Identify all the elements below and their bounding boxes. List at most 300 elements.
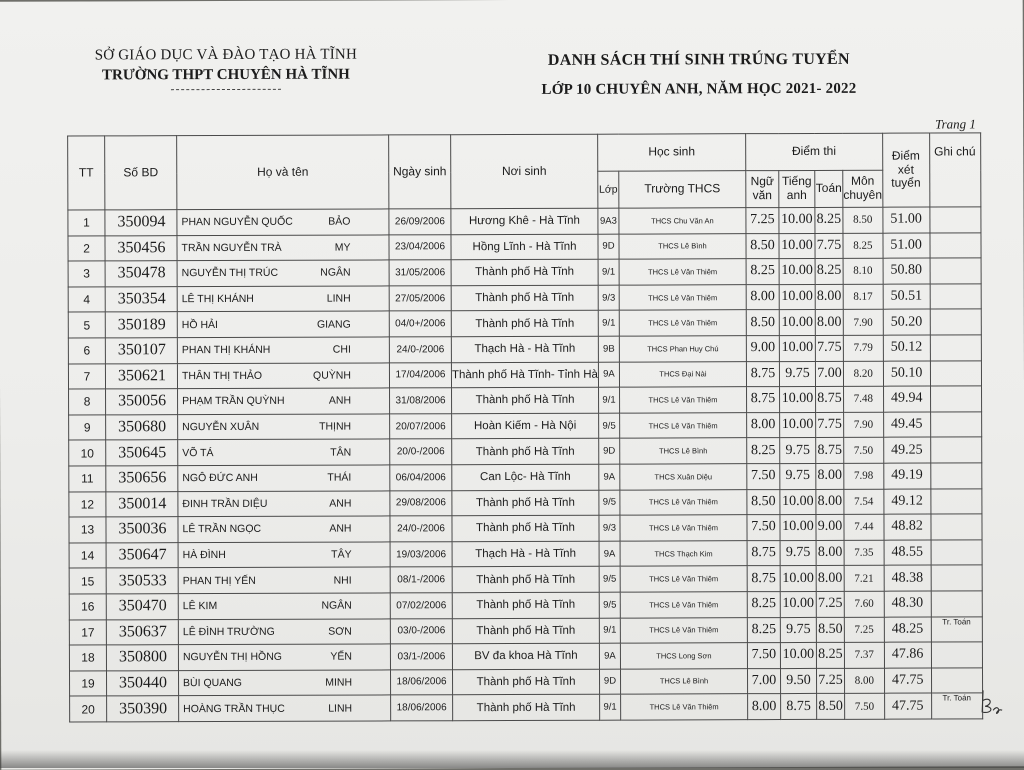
row-ngu-van: 8.75 bbox=[747, 540, 780, 566]
table-row bbox=[69, 591, 982, 620]
row-sbd: 350680 bbox=[106, 414, 178, 440]
row-tt: 11 bbox=[69, 466, 106, 492]
given-name: LINH bbox=[327, 293, 351, 305]
page-number: Trang 1 bbox=[935, 116, 976, 132]
row-tieng-anh: 10.00 bbox=[780, 566, 816, 592]
row-birthplace: Can Lộc- Hà Tĩnh bbox=[452, 464, 599, 490]
row-tt: 9 bbox=[69, 415, 106, 441]
surname-middle: BÙI QUANG bbox=[183, 677, 242, 689]
row-dob: 20/0-/2006 bbox=[390, 439, 452, 465]
row-ngu-van: 9.00 bbox=[746, 336, 779, 362]
row-mon-chuyen: 7.50 bbox=[844, 438, 884, 464]
given-name: MINH bbox=[325, 677, 352, 689]
row-diem-xet: 50.12 bbox=[883, 335, 930, 361]
row-ghi-chu bbox=[930, 309, 981, 335]
row-toan: 8.25 bbox=[815, 207, 843, 233]
row-sbd: 350354 bbox=[105, 286, 177, 312]
row-diem-xet: 50.10 bbox=[883, 361, 930, 387]
row-dob: 20/07/2006 bbox=[390, 413, 452, 439]
row-dob: 04/0+/2006 bbox=[389, 311, 451, 337]
row-school: THCS Lê Bình bbox=[620, 668, 747, 694]
surname-middle: PHAN NGUYỄN QUỐC bbox=[181, 216, 292, 228]
row-sbd: 350456 bbox=[105, 235, 177, 261]
row-birthplace: Hương Khê - Hà Tĩnh bbox=[451, 208, 598, 234]
row-dob: 23/04/2006 bbox=[389, 234, 451, 260]
row-diem-xet: 48.38 bbox=[884, 565, 931, 591]
row-birthplace: BV đa khoa Hà Tĩnh bbox=[452, 643, 599, 669]
row-tieng-anh: 10.00 bbox=[780, 643, 816, 669]
row-diem-xet: 47.75 bbox=[884, 693, 931, 719]
given-name: NGÂN bbox=[320, 267, 350, 279]
row-birthplace: Thạch Hà - Hà Tĩnh bbox=[451, 336, 598, 362]
row-tieng-anh: 9.75 bbox=[780, 540, 816, 566]
table-row bbox=[69, 616, 982, 645]
given-name: ANH bbox=[329, 523, 351, 535]
row-sbd: 350094 bbox=[105, 210, 177, 236]
admission-table bbox=[67, 132, 983, 722]
row-name bbox=[178, 618, 390, 644]
surname-middle: VÕ TÁ bbox=[182, 447, 213, 459]
row-name bbox=[178, 670, 390, 696]
col-name: Họ và tên bbox=[177, 135, 389, 210]
row-diem-xet: 47.75 bbox=[884, 668, 931, 694]
row-class: 9A bbox=[598, 362, 619, 388]
row-toan: 8.25 bbox=[815, 259, 843, 285]
row-tieng-anh: 9.75 bbox=[780, 617, 816, 643]
row-birthplace: Thành phố Hà Tĩnh bbox=[452, 515, 599, 541]
row-mon-chuyen: 7.48 bbox=[843, 386, 883, 412]
row-sbd: 350800 bbox=[106, 645, 178, 671]
given-name: TÂY bbox=[331, 549, 351, 561]
row-ghi-chu bbox=[930, 360, 981, 386]
row-school: THCS Lê Văn Thiêm bbox=[621, 694, 748, 720]
row-toan: 8.50 bbox=[816, 617, 844, 643]
given-name: BẢO bbox=[328, 216, 350, 228]
row-tieng-anh: 9.75 bbox=[779, 361, 815, 387]
row-mon-chuyen: 7.25 bbox=[844, 617, 884, 643]
issuer-block bbox=[61, 46, 391, 90]
row-ghi-chu bbox=[930, 386, 981, 412]
row-dob: 06/04/2006 bbox=[390, 465, 452, 491]
row-birthplace: Thành phố Hà Tĩnh bbox=[452, 490, 599, 516]
row-ngu-van: 8.75 bbox=[746, 387, 779, 413]
school-name: TRƯỜNG THPT CHUYÊN HÀ TĨNH bbox=[61, 66, 391, 84]
row-ngu-van: 8.25 bbox=[746, 259, 779, 285]
row-toan: 7.75 bbox=[815, 233, 843, 259]
row-tieng-anh: 9.75 bbox=[780, 438, 816, 464]
surname-middle: ĐINH TRẦN DIỆU bbox=[182, 498, 267, 510]
row-tt: 5 bbox=[68, 312, 105, 338]
table-row bbox=[69, 668, 982, 697]
surname-middle: THÂN THỊ THẢO bbox=[182, 370, 262, 382]
row-birthplace: Thành phố Hà Tĩnh bbox=[452, 567, 599, 593]
row-name bbox=[178, 439, 390, 465]
row-sbd: 350647 bbox=[106, 542, 178, 568]
row-class: 9/5 bbox=[599, 592, 620, 618]
given-name: CHI bbox=[333, 344, 351, 356]
table-row bbox=[68, 207, 981, 236]
col-mon-chuyen: Môn chuyên bbox=[843, 170, 883, 207]
row-ngu-van: 8.25 bbox=[747, 617, 780, 643]
row-mon-chuyen: 7.90 bbox=[844, 412, 884, 438]
row-class: 9A bbox=[599, 464, 620, 490]
row-tieng-anh: 10.00 bbox=[779, 233, 815, 259]
row-ngu-van: 7.50 bbox=[747, 643, 780, 669]
row-school: THCS Lê Văn Thiêm bbox=[620, 515, 747, 541]
table-row bbox=[69, 565, 982, 594]
row-tieng-anh: 9.75 bbox=[780, 463, 816, 489]
row-name bbox=[177, 311, 389, 337]
row-name bbox=[178, 465, 390, 491]
row-ngu-van: 7.50 bbox=[747, 515, 780, 541]
row-sbd: 350645 bbox=[106, 440, 178, 466]
row-mon-chuyen: 8.50 bbox=[843, 207, 883, 233]
col-tt: TT bbox=[68, 136, 105, 210]
row-ghi-chu bbox=[931, 565, 982, 591]
row-dob: 19/03/2006 bbox=[390, 541, 452, 567]
table-row bbox=[70, 693, 983, 722]
row-school: THCS Lê Văn Thiêm bbox=[620, 617, 747, 643]
row-ghi-chu bbox=[931, 668, 982, 694]
title-block bbox=[469, 51, 929, 100]
row-ngu-van: 7.25 bbox=[746, 208, 779, 234]
row-tt: 18 bbox=[69, 645, 106, 671]
row-tieng-anh: 10.00 bbox=[780, 412, 816, 438]
row-diem-xet: 48.55 bbox=[884, 540, 931, 566]
row-school: THCS Lê Văn Thiêm bbox=[619, 284, 746, 310]
row-sbd: 350189 bbox=[105, 312, 177, 338]
row-class: 9A3 bbox=[598, 208, 619, 234]
row-ghi-chu bbox=[931, 591, 982, 617]
row-birthplace: Thành phố Hà Tĩnh bbox=[452, 669, 599, 695]
table-row bbox=[68, 309, 981, 338]
row-mon-chuyen: 8.00 bbox=[844, 668, 884, 694]
row-mon-chuyen: 8.25 bbox=[843, 233, 883, 259]
row-name bbox=[178, 542, 390, 568]
row-name bbox=[177, 260, 389, 286]
row-tieng-anh: 10.00 bbox=[780, 515, 816, 541]
row-name bbox=[177, 235, 389, 261]
row-tt: 20 bbox=[70, 696, 107, 722]
document-subtitle: LỚP 10 CHUYÊN ANH, NĂM HỌC 2021- 2022 bbox=[469, 81, 929, 100]
row-sbd: 350440 bbox=[106, 670, 178, 696]
surname-middle: LÊ KIM bbox=[183, 600, 217, 612]
given-name: LINH bbox=[328, 702, 352, 714]
row-tt: 3 bbox=[68, 261, 105, 287]
row-class: 9/5 bbox=[599, 490, 620, 516]
row-toan: 8.00 bbox=[816, 463, 844, 489]
given-name: QUỲNH bbox=[313, 369, 351, 381]
row-ghi-chu: Tr. Toán bbox=[931, 616, 982, 642]
table-row bbox=[68, 360, 981, 389]
row-dob: 18/06/2006 bbox=[390, 669, 452, 695]
row-tieng-anh: 8.75 bbox=[781, 694, 817, 720]
row-ngu-van: 8.00 bbox=[747, 412, 780, 438]
row-name bbox=[178, 490, 390, 516]
row-sbd: 350656 bbox=[106, 466, 178, 492]
row-tt: 19 bbox=[69, 671, 106, 697]
row-toan: 8.00 bbox=[816, 489, 844, 515]
row-ghi-chu bbox=[930, 207, 981, 233]
table-row bbox=[69, 463, 982, 492]
row-birthplace: Hoàn Kiếm - Hà Nội bbox=[452, 413, 599, 439]
row-ngu-van: 7.50 bbox=[747, 464, 780, 490]
row-diem-xet: 49.45 bbox=[883, 412, 930, 438]
given-name: ANH bbox=[329, 497, 351, 509]
row-toan: 8.00 bbox=[816, 566, 844, 592]
row-dob: 08/1-/2006 bbox=[390, 567, 452, 593]
row-class: 9/3 bbox=[598, 285, 619, 311]
row-dob: 07/02/2006 bbox=[390, 593, 452, 619]
row-ghi-chu: Tr. Toán bbox=[931, 693, 982, 719]
row-dob: 27/05/2006 bbox=[389, 285, 451, 311]
given-name: SƠN bbox=[328, 625, 352, 637]
row-tt: 10 bbox=[69, 440, 106, 466]
row-toan: 7.75 bbox=[815, 335, 843, 361]
row-name bbox=[179, 695, 391, 721]
row-diem-xet: 49.19 bbox=[883, 463, 930, 489]
row-sbd: 350036 bbox=[106, 517, 178, 543]
row-diem-xet: 50.51 bbox=[883, 284, 930, 310]
table-row bbox=[69, 642, 982, 671]
row-school: THCS Đại Nài bbox=[619, 361, 746, 387]
surname-middle: HỒ HẢI bbox=[182, 319, 218, 331]
row-class: 9D bbox=[599, 669, 620, 695]
row-ghi-chu bbox=[930, 412, 981, 438]
row-sbd: 350107 bbox=[105, 338, 177, 364]
row-school: THCS Lê Văn Thiêm bbox=[619, 259, 746, 285]
given-name: ANH bbox=[329, 395, 351, 407]
row-name bbox=[178, 414, 390, 440]
row-birthplace: Thành phố Hà Tĩnh bbox=[452, 439, 599, 465]
row-name bbox=[178, 644, 390, 670]
row-toan: 7.25 bbox=[816, 591, 844, 617]
row-school: THCS Long Sơn bbox=[620, 643, 747, 669]
row-ghi-chu bbox=[930, 258, 981, 284]
row-tt: 6 bbox=[68, 338, 105, 364]
given-name: NGÂN bbox=[321, 600, 351, 612]
row-diem-xet: 49.25 bbox=[883, 437, 930, 463]
given-name: THỊNH bbox=[319, 421, 351, 433]
row-birthplace: Thành phố Hà Tĩnh bbox=[451, 285, 598, 311]
handwritten-initials bbox=[977, 686, 1003, 716]
row-toan: 8.75 bbox=[816, 438, 844, 464]
col-ghi-chu: Ghi chú bbox=[929, 133, 980, 207]
row-mon-chuyen: 7.35 bbox=[844, 540, 884, 566]
row-ngu-van: 8.00 bbox=[746, 284, 779, 310]
row-tieng-anh: 10.00 bbox=[779, 335, 815, 361]
row-birthplace: Thành phố Hà Tĩnh- Tỉnh Hà bbox=[451, 362, 598, 388]
table-row bbox=[68, 284, 981, 313]
table-edge-shadow bbox=[0, 750, 1024, 768]
row-class: 9/1 bbox=[598, 259, 619, 285]
row-dob: 24/0-/2006 bbox=[389, 337, 451, 363]
row-tt: 15 bbox=[69, 568, 106, 594]
row-sbd: 350470 bbox=[106, 594, 178, 620]
row-mon-chuyen: 7.90 bbox=[843, 310, 883, 336]
row-birthplace: Thành phố Hà Tĩnh bbox=[453, 694, 600, 720]
row-ghi-chu bbox=[931, 540, 982, 566]
row-dob: 03/1-/2006 bbox=[390, 644, 452, 670]
row-diem-xet: 50.20 bbox=[883, 309, 930, 335]
row-ghi-chu bbox=[930, 463, 981, 489]
row-diem-xet: 48.30 bbox=[884, 591, 931, 617]
row-school: THCS Lê Bình bbox=[619, 233, 746, 259]
row-ngu-van: 8.75 bbox=[746, 361, 779, 387]
table-row bbox=[68, 232, 981, 261]
table-row bbox=[69, 412, 982, 441]
row-ghi-chu bbox=[931, 642, 982, 668]
row-mon-chuyen: 7.98 bbox=[844, 463, 884, 489]
table-row bbox=[68, 258, 981, 287]
row-ngu-van: 8.75 bbox=[747, 566, 780, 592]
row-ngu-van: 8.50 bbox=[747, 489, 780, 515]
row-school: THCS Phan Huy Chú bbox=[619, 336, 746, 362]
row-toan: 8.25 bbox=[816, 642, 844, 668]
col-class: Lớp bbox=[598, 171, 619, 208]
surname-middle: NGUYỄN THỊ HỒNG bbox=[183, 651, 282, 663]
row-diem-xet: 48.82 bbox=[884, 514, 931, 540]
col-birthplace: Nơi sinh bbox=[451, 134, 598, 209]
row-ghi-chu bbox=[930, 232, 981, 258]
row-tieng-anh: 10.00 bbox=[779, 207, 815, 233]
row-sbd: 350014 bbox=[106, 491, 178, 517]
row-diem-xet: 48.25 bbox=[884, 617, 931, 643]
row-dob: 18/06/2006 bbox=[391, 695, 453, 721]
row-ghi-chu bbox=[931, 488, 982, 514]
row-school: THCS Lê Văn Thiêm bbox=[620, 592, 747, 618]
col-sbd: Số BD bbox=[105, 136, 177, 210]
row-mon-chuyen: 7.50 bbox=[845, 693, 885, 719]
row-name bbox=[178, 567, 390, 593]
row-name bbox=[178, 593, 390, 619]
row-mon-chuyen: 7.60 bbox=[844, 591, 884, 617]
col-group-scores: Điểm thi bbox=[746, 133, 883, 170]
row-sbd: 350533 bbox=[106, 568, 178, 594]
row-name bbox=[177, 209, 389, 235]
surname-middle: NGUYỄN XUÂN bbox=[182, 421, 259, 433]
row-toan: 8.00 bbox=[815, 310, 843, 336]
given-name: THÁI bbox=[327, 472, 351, 484]
row-sbd: 350478 bbox=[105, 261, 177, 287]
row-birthplace: Thành phố Hà Tĩnh bbox=[451, 311, 598, 337]
col-tieng-anh: Tiếng anh bbox=[779, 170, 815, 207]
surname-middle: TRẦN NGUYỄN TRÀ bbox=[182, 242, 282, 254]
row-school: THCS Lê Văn Thiêm bbox=[620, 489, 747, 515]
row-diem-xet: 51.00 bbox=[883, 233, 930, 259]
row-mon-chuyen: 7.21 bbox=[844, 566, 884, 592]
row-birthplace: Thành phố Hà Tĩnh bbox=[452, 618, 599, 644]
row-class: 9A bbox=[599, 643, 620, 669]
department-name: SỞ GIÁO DỤC VÀ ĐÀO TẠO HÀ TĨNH bbox=[61, 46, 391, 64]
row-dob: 29/08/2006 bbox=[390, 490, 452, 516]
row-mon-chuyen: 7.37 bbox=[844, 642, 884, 668]
row-toan: 8.75 bbox=[815, 386, 843, 412]
row-dob: 26/09/2006 bbox=[389, 209, 451, 235]
row-name bbox=[177, 337, 389, 363]
row-tt: 14 bbox=[69, 543, 106, 569]
row-toan: 8.00 bbox=[815, 284, 843, 310]
row-class: 9B bbox=[598, 336, 619, 362]
row-name bbox=[177, 362, 389, 388]
row-dob: 17/04/2006 bbox=[389, 362, 451, 388]
row-mon-chuyen: 7.44 bbox=[844, 514, 884, 540]
row-tt: 2 bbox=[68, 236, 105, 262]
surname-middle: NGÔ ĐỨC ANH bbox=[182, 472, 258, 484]
row-mon-chuyen: 7.54 bbox=[844, 489, 884, 515]
table-row bbox=[69, 540, 982, 569]
row-birthplace: Hồng Lĩnh - Hà Tĩnh bbox=[451, 234, 598, 260]
row-sbd: 350390 bbox=[107, 696, 179, 722]
row-ngu-van: 8.50 bbox=[746, 233, 779, 259]
row-diem-xet: 51.00 bbox=[883, 207, 930, 233]
col-toan: Toán bbox=[815, 170, 843, 207]
row-ngu-van: 7.00 bbox=[747, 668, 780, 694]
row-diem-xet: 47.86 bbox=[884, 642, 931, 668]
row-tt: 17 bbox=[69, 619, 106, 645]
row-birthplace: Thành phố Hà Tĩnh bbox=[452, 387, 599, 413]
surname-middle: HOÀNG TRẦN THỤC bbox=[183, 702, 285, 714]
row-class: 9/3 bbox=[599, 515, 620, 541]
row-mon-chuyen: 7.79 bbox=[843, 335, 883, 361]
row-tieng-anh: 10.00 bbox=[780, 489, 816, 515]
row-school: THCS Xuân Diệu bbox=[620, 464, 747, 490]
surname-middle: HÀ ĐÌNH bbox=[183, 549, 226, 561]
row-class: 9A bbox=[599, 541, 620, 567]
row-ghi-chu bbox=[930, 284, 981, 310]
row-tt: 12 bbox=[69, 491, 106, 517]
document-title: DANH SÁCH THÍ SINH TRÚNG TUYỂN bbox=[469, 51, 929, 71]
row-tieng-anh: 10.00 bbox=[779, 310, 815, 336]
given-name: TÂN bbox=[330, 446, 351, 458]
row-tt: 1 bbox=[68, 210, 105, 236]
table-body bbox=[68, 207, 982, 722]
surname-middle: NGUYỄN THỊ TRÚC bbox=[182, 267, 279, 279]
row-diem-xet: 50.80 bbox=[883, 258, 930, 284]
row-ngu-van: 8.00 bbox=[748, 694, 781, 720]
row-class: 9/1 bbox=[598, 311, 619, 337]
surname-middle: LÊ TRẦN NGỌC bbox=[182, 523, 261, 535]
table-row bbox=[69, 437, 982, 466]
row-toan: 8.00 bbox=[816, 540, 844, 566]
row-birthplace: Thạch Hà - Hà Tĩnh bbox=[452, 541, 599, 567]
row-mon-chuyen: 8.10 bbox=[843, 258, 883, 284]
row-ngu-van: 8.25 bbox=[747, 591, 780, 617]
row-tieng-anh: 9.50 bbox=[780, 668, 816, 694]
row-school: THCS Chu Văn An bbox=[619, 208, 746, 234]
row-school: THCS Lê Văn Thiêm bbox=[619, 310, 746, 336]
row-dob: 31/08/2006 bbox=[390, 388, 452, 414]
col-group-student: Học sinh bbox=[598, 134, 746, 172]
given-name: YẾN bbox=[330, 651, 352, 663]
row-tieng-anh: 10.00 bbox=[779, 284, 815, 310]
row-diem-xet: 49.94 bbox=[883, 386, 930, 412]
row-diem-xet: 49.12 bbox=[884, 489, 931, 515]
col-school: Trường THCS bbox=[619, 171, 746, 208]
row-dob: 31/05/2006 bbox=[389, 260, 451, 286]
row-class: 9/5 bbox=[599, 566, 620, 592]
row-class: 9/1 bbox=[600, 694, 621, 720]
header-divider bbox=[171, 89, 281, 90]
table-row bbox=[68, 335, 981, 364]
row-mon-chuyen: 8.17 bbox=[843, 284, 883, 310]
row-sbd: 350621 bbox=[105, 363, 177, 389]
given-name: GIANG bbox=[317, 318, 351, 330]
col-diem-xet: Điểm xét tuyển bbox=[882, 133, 929, 207]
given-name: NHI bbox=[334, 574, 352, 586]
row-school: THCS Lê Văn Thiêm bbox=[620, 566, 747, 592]
row-ghi-chu bbox=[930, 335, 981, 361]
